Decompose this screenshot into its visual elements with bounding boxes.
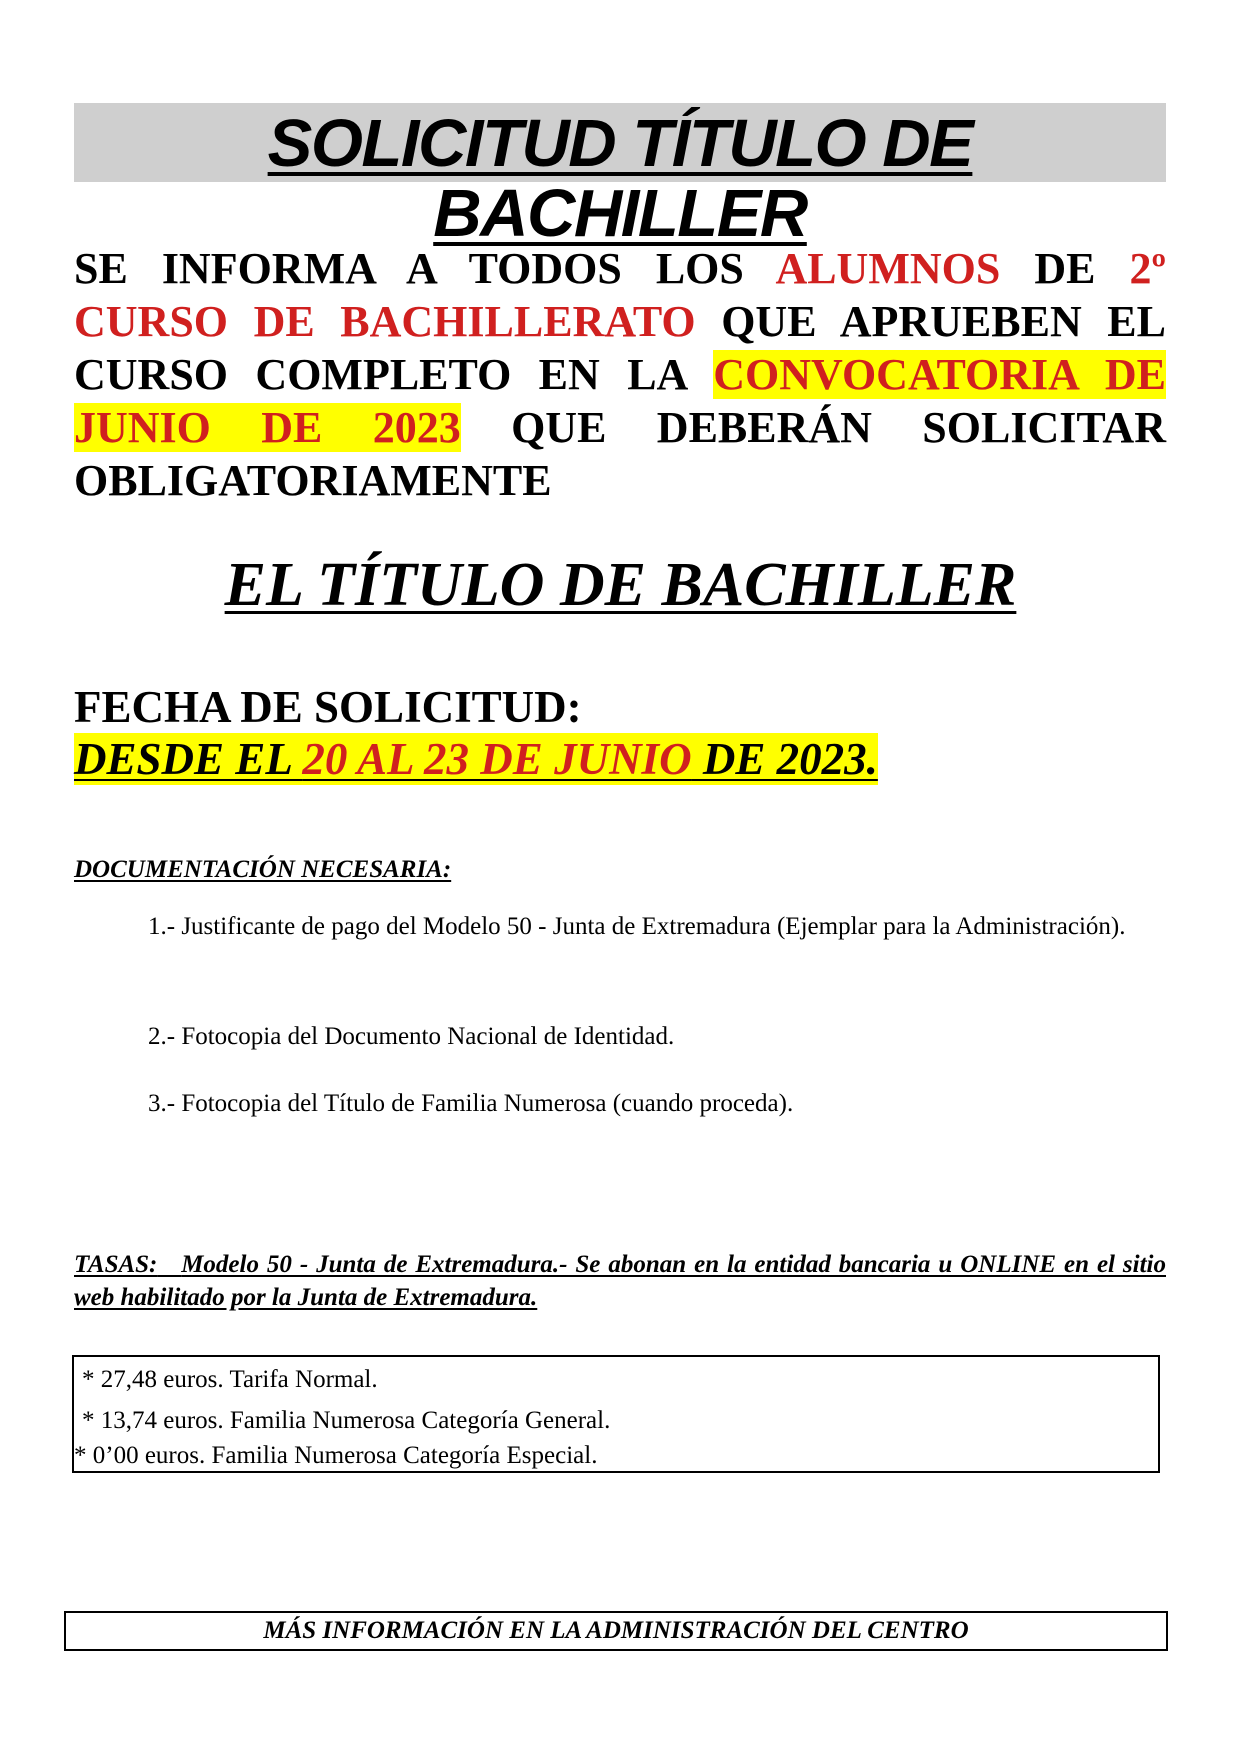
- fecha-value: [74, 733, 878, 785]
- fecha-suffix: DE 2023.: [691, 734, 878, 784]
- footer-text: MÁS INFORMACIÓN EN LA ADMINISTRACIÓN DEL CENTRO: [263, 1617, 969, 1644]
- intro-text-4: QUE DEBERÁN SOLICITAR OBLIGATORIAMENTE: [74, 403, 1166, 505]
- tasas-paragraph: [74, 1248, 1166, 1314]
- fees-box: [72, 1355, 1160, 1473]
- intro-alumnos: ALUMNOS: [775, 244, 1001, 293]
- documentacion-item: 3.- Fotocopia del Título de Familia Numerosa (cuando proceda).: [148, 1090, 794, 1117]
- page-title: SOLICITUD TÍTULO DE BACHILLER: [267, 106, 973, 251]
- intro-convocatoria: CONVOCATORIA DE JUNIO DE 2023: [74, 350, 1166, 452]
- fecha-prefix: DESDE EL: [74, 734, 303, 784]
- tasas-label: TASAS:: [74, 1251, 158, 1278]
- intro-text-3: QUE APRUEBEN EL CURSO COMPLETO EN LA: [74, 297, 1166, 399]
- fecha-range: 20 AL 23 DE JUNIO: [302, 734, 692, 784]
- title-banner: [74, 103, 1166, 251]
- tasas-text: Modelo 50 - Junta de Extremadura.- Se abonan en la entidad bancaria u ONLINE en el sitio web habilitado por la Junta de Extremadura.: [74, 1251, 1166, 1311]
- documentacion-item: 2.- Fotocopia del Documento Nacional de Identidad.: [148, 1023, 675, 1050]
- documentacion-item: 1.- Justificante de pago del Modelo 50 - Junta de Extremadura (Ejemplar para la Administración).: [148, 913, 1126, 940]
- subtitle: EL TÍTULO DE BACHILLER: [224, 551, 1017, 619]
- fee-item: * 27,48 euros. Tarifa Normal.: [82, 1366, 378, 1393]
- documentacion-heading: DOCUMENTACIÓN NECESARIA:: [74, 856, 452, 883]
- fee-item: * 0’00 euros. Familia Numerosa Categoría Especial.: [74, 1442, 598, 1469]
- fee-item: * 13,74 euros. Familia Numerosa Categoría General.: [82, 1407, 611, 1434]
- fecha-label: FECHA DE SOLICITUD:: [74, 682, 582, 732]
- footer-info: [64, 1611, 1168, 1651]
- intro-curso: 2º CURSO DE BACHILLERATO: [74, 244, 1166, 346]
- intro-paragraph: [74, 242, 1166, 507]
- intro-text-2: DE: [1000, 244, 1130, 293]
- intro-text-1: SE INFORMA A TODOS LOS: [74, 244, 776, 293]
